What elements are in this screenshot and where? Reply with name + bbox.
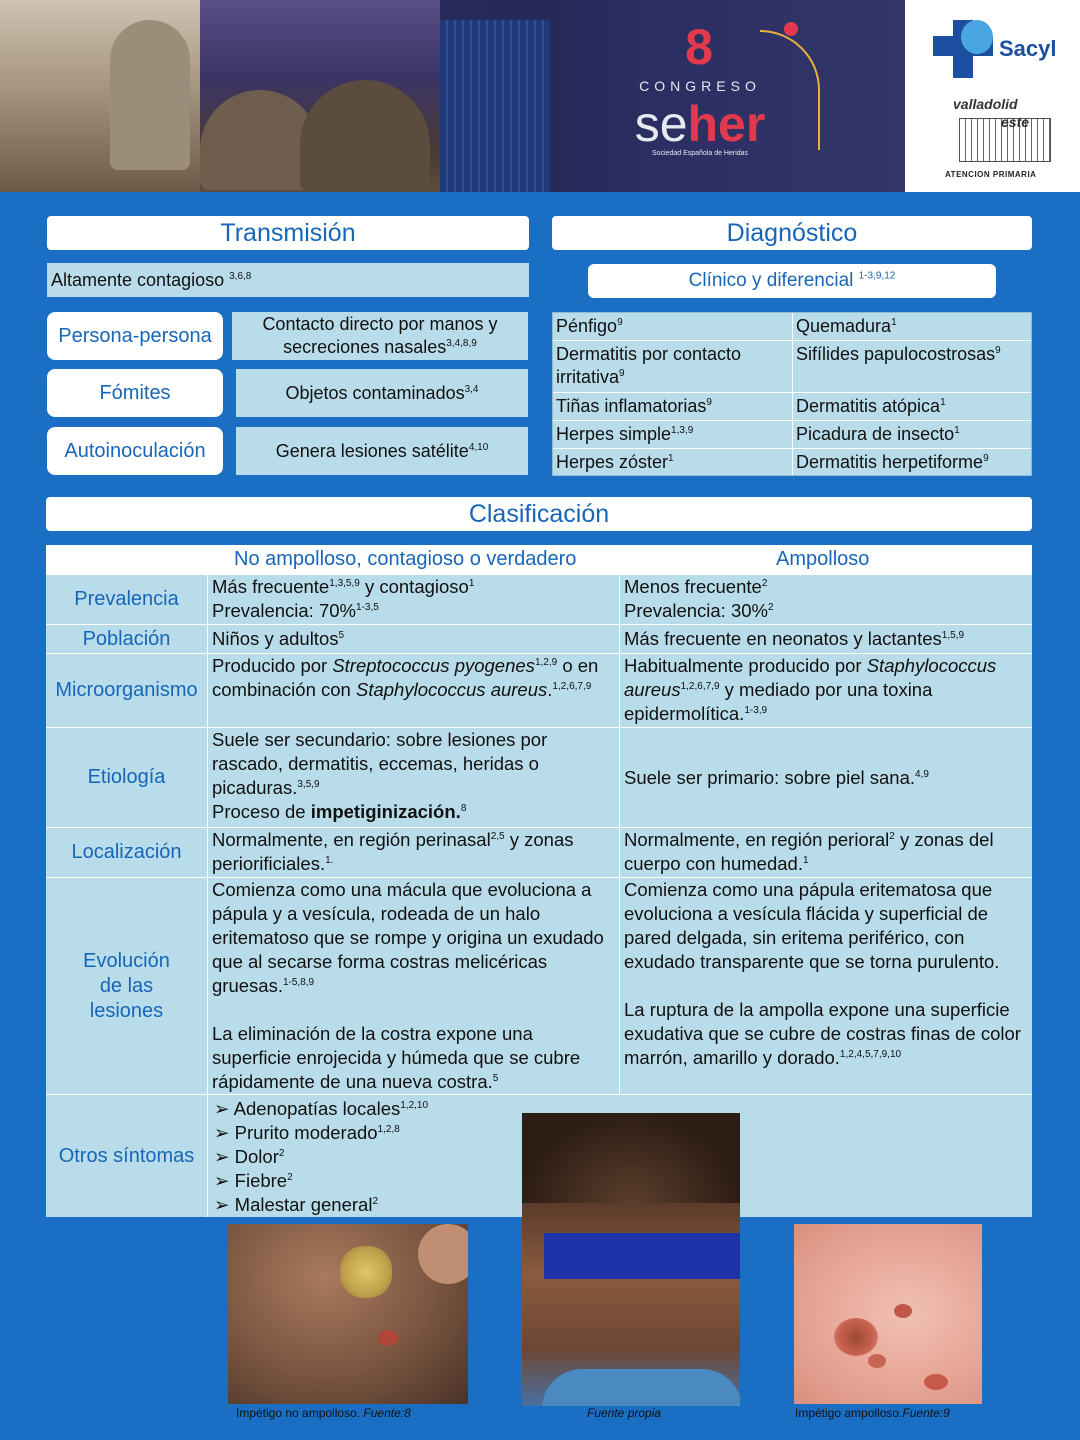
transmision-label-persona: Persona-persona	[47, 312, 223, 360]
row-label: Población	[46, 625, 208, 653]
seher-brand: seher	[634, 96, 766, 152]
symptom-list	[214, 1097, 428, 1217]
sacyl-cross-icon	[933, 20, 993, 78]
row-label: Evolución de las lesiones	[46, 878, 208, 1094]
table-row: Herpes simple$^{1,3,9}$ Picadura de insecto$^1$	[553, 420, 1031, 448]
non-bullous-impetigo-photo	[228, 1224, 468, 1404]
child-impetigo-photo	[522, 1113, 740, 1406]
row-label: Prevalencia	[46, 575, 208, 624]
list-item: ➢ Prurito moderado$^{1,2,8}$	[214, 1121, 428, 1145]
row-evolucion: Evolución de las lesiones Comienza como una mácula que evoluciona a pápula y a vesícula, rodeada de un halo eritematoso que se rompe y origina un exudado que al secarse forma costras melicéricas gruesas.$^{1-5,8,9}$ La eliminación de la costra expone una superficie enrojecida y húmeda que se cubre rápidamente de una nueva costra.$^5$ Comienza como una pápula eritematosa que evoluciona a vesícula flácida y superficial de pared delgada, sin eritema periférico, con exudado transparente que se torna purulento. La ruptura de la ampolla expone una superficie exudativa que se cubre de costras finas de color marrón, amarillo y dorado.$^{1,2,4,5,7,9,10}$	[46, 877, 1032, 1094]
institution-logos	[905, 0, 1080, 192]
row-label: Microorganismo	[46, 654, 208, 727]
list-item: ➢ Fiebre$^2$	[214, 1169, 428, 1193]
valladolid-logo-text: valladolid	[953, 96, 1018, 112]
caption-photo-2: Fuente propia	[587, 1406, 662, 1420]
row-label: Otros síntomas	[46, 1095, 208, 1217]
row-label: Localización	[46, 828, 208, 877]
differential-diagnosis-table	[552, 312, 1032, 476]
transmision-text-fomites: Objetos contaminados$^{3,4}$	[236, 369, 528, 417]
congress-number: 8	[685, 19, 715, 75]
transmision-label-fomites: Fómites	[47, 369, 223, 417]
table-row: Dermatitis por contacto irritativa$^9$ Sifílides papulocostrosas$^9$	[553, 340, 1031, 392]
transmision-text-autoinoculacion: Genera lesiones satélite$^{4,10}$	[236, 427, 528, 475]
table-row: Tiñas inflamatorias$^9$ Dermatitis atópica$^1$	[553, 392, 1031, 420]
caption-photo-3: Impétigo ampolloso.Fuente:9	[795, 1406, 950, 1420]
bullous-impetigo-photo	[794, 1224, 982, 1404]
skyscraper-image	[440, 20, 550, 192]
table-header	[46, 545, 1032, 574]
list-item: ➢ Dolor$^2$	[214, 1145, 428, 1169]
list-item: ➢ Adenopatías locales$^{1,2,10}$	[214, 1097, 428, 1121]
cibeles-statue-image	[110, 20, 190, 170]
transmision-label-autoinoculacion: Autoinoculación	[47, 427, 223, 475]
column-header-no-ampolloso: No ampolloso, contagioso o verdadero	[234, 548, 577, 570]
caption-photo-1: Impétigo no ampolloso. Fuente:8	[236, 1406, 411, 1420]
row-microorganismo: Microorganismo Producido por Streptococcus pyogenes$^{1,2,9}$ o en combinación con Staphylococcus aureus.$^{1,2,6,7,9}$ Habitualmente producido por Staphylococcus aureus$^{1,2,6,7,9}$ y mediado por una toxina epidermolítica.$^{1-3,9}$	[46, 653, 1032, 727]
transmision-title: Transmisión	[47, 216, 529, 250]
row-label: Etiología	[46, 728, 208, 827]
transmision-note: Altamente contagioso $^{3,6,8}$	[47, 263, 529, 297]
congress-word: CONGRESO	[639, 78, 761, 94]
row-poblacion: Población Niños y adultos$^5$ Más frecuente en neonatos y lactantes$^{1,5,9}$	[46, 624, 1032, 653]
row-prevalencia: Prevalencia Más frecuente$^{1,3,5,9}$ y contagioso$^1$ Prevalencia: 70%$^{1-3,5}$ Menos frecuente$^2$ Prevalencia: 30%$^2$	[46, 574, 1032, 624]
este-logo-text: este	[1001, 114, 1030, 130]
list-item: ➢ Malestar general$^2$	[214, 1193, 428, 1217]
diagnostico-title: Diagnóstico	[552, 216, 1032, 250]
clasificacion-title: Clasificación	[46, 497, 1032, 531]
eye-censor-bar	[544, 1233, 740, 1279]
transmision-text-persona: Contacto directo por manos y secreciones nasales$^{3,4,8,9}$	[232, 312, 528, 360]
row-localizacion: Localización Normalmente, en región perinasal$^{2,5}$ y zonas periorificiales.$^{1.}$ Normalmente, en región perioral$^2$ y zonas del cuerpo con humedad.$^1$	[46, 827, 1032, 877]
column-header-ampolloso: Ampolloso	[776, 548, 870, 570]
diagnostico-subtitle: Clínico y diferencial $^{1-3,9,12}$	[588, 264, 996, 298]
seher-subtitle: Sociedad Española de Heridas	[651, 150, 749, 157]
table-row: Pénfigo$^9$ Quemadura$^1$	[553, 313, 1031, 340]
table-row: Herpes zóster$^1$ Dermatitis herpetiforme$^9$	[553, 448, 1031, 475]
sacyl-logo-text: Sacyl	[999, 36, 1057, 61]
atencion-primaria-text: ATENCION PRIMARIA	[945, 170, 1037, 179]
congress-logo	[600, 20, 800, 190]
row-etiologia: Etiología Suele ser secundario: sobre lesiones por rascado, dermatitis, eccemas, heridas o picaduras.$^{3,5,9}$ Proceso de impetiginización.$^8$ Suele ser primario: sobre piel sana.$^{4,9}$	[46, 727, 1032, 827]
